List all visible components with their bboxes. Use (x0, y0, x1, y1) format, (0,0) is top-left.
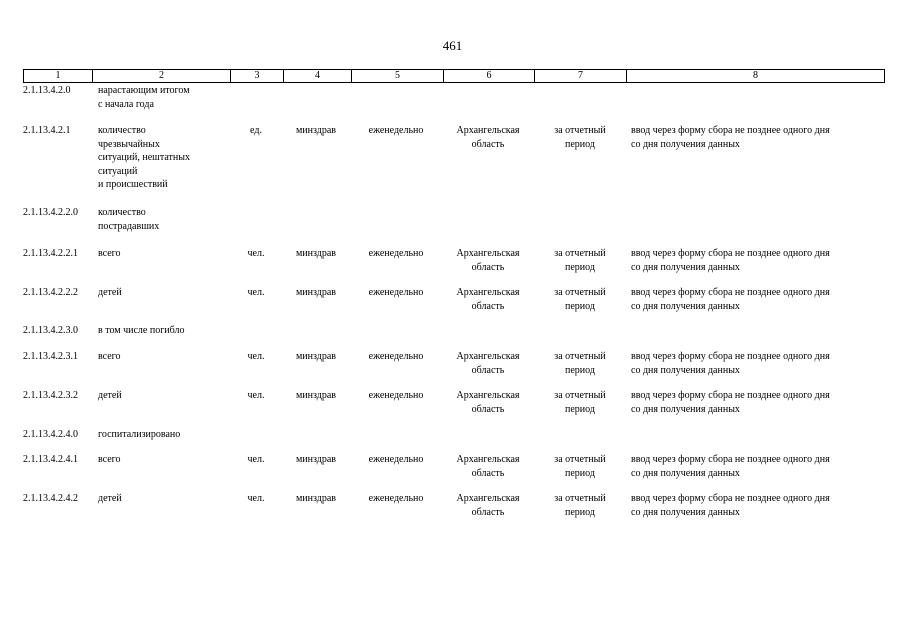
column-header-3: 3 (230, 70, 283, 82)
row-name: детей (98, 390, 122, 401)
row-code: 2.1.13.4.2.3.2 (23, 390, 78, 401)
row-name: всего (98, 248, 121, 259)
row-code: 2.1.13.4.2.3.0 (23, 325, 78, 336)
column-header-1: 1 (55, 70, 61, 81)
row-source: минздрав (295, 390, 337, 401)
row-code: 2.1.13.4.2.2.0 (23, 207, 78, 218)
row-code: 2.1.13.4.2.4.2 (23, 493, 78, 504)
row-method: ввод через форму сбора не позднее одного дня со дня получения данных (631, 390, 830, 415)
row-code: 2.1.13.4.2.0 (23, 85, 71, 96)
row-name: всего (98, 351, 121, 362)
row-method: ввод через форму сбора не позднее одного дня со дня получения данных (631, 454, 830, 479)
row-name: детей (98, 493, 122, 504)
column-header-2: 2 (92, 70, 230, 82)
row-unit: ед. (250, 125, 262, 136)
row-method: ввод через форму сбора не позднее одного дня со дня получения данных (631, 493, 830, 518)
row-code: 2.1.13.4.2.3.1 (23, 351, 78, 362)
row-period: за отчетный период (554, 454, 606, 479)
row-frequency: еженедельно (368, 248, 424, 259)
row-frequency: еженедельно (368, 125, 424, 136)
row-code: 2.1.13.4.2.2.1 (23, 248, 78, 259)
row-source: минздрав (295, 248, 337, 259)
row-region: Архангельская область (456, 351, 520, 376)
row-frequency: еженедельно (368, 287, 424, 298)
row-source: минздрав (295, 287, 337, 298)
row-region: Архангельская область (456, 248, 520, 273)
row-source: минздрав (295, 125, 337, 136)
row-name: детей (98, 287, 122, 298)
row-period: за отчетный период (554, 125, 606, 150)
row-source: минздрав (295, 454, 337, 465)
row-method: ввод через форму сбора не позднее одного дня со дня получения данных (631, 248, 830, 273)
row-frequency: еженедельно (368, 493, 424, 504)
column-header-5: 5 (351, 70, 443, 82)
row-code: 2.1.13.4.2.2.2 (23, 287, 78, 298)
column-header-8: 8 (626, 70, 884, 82)
row-region: Архангельская область (456, 493, 520, 518)
row-name: количество чрезвычайных ситуаций, нештатных ситуаций и происшествий (98, 125, 190, 190)
row-unit: чел. (247, 287, 265, 298)
row-unit: чел. (247, 351, 265, 362)
page-number: 461 (442, 38, 463, 53)
row-region: Архангельская область (456, 125, 520, 150)
column-header-4: 4 (283, 70, 351, 82)
row-region: Архангельская область (456, 287, 520, 312)
row-unit: чел. (247, 454, 265, 465)
row-method: ввод через форму сбора не позднее одного дня со дня получения данных (631, 287, 830, 312)
row-code: 2.1.13.4.2.4.0 (23, 429, 78, 440)
row-frequency: еженедельно (368, 351, 424, 362)
column-header-7: 7 (534, 70, 626, 82)
row-region: Архангельская область (456, 390, 520, 415)
row-method: ввод через форму сбора не позднее одного дня со дня получения данных (631, 125, 830, 150)
row-frequency: еженедельно (368, 390, 424, 401)
table-header (23, 69, 885, 83)
row-source: минздрав (295, 493, 337, 504)
row-region: Архангельская область (456, 454, 520, 479)
row-code: 2.1.13.4.2.1 (23, 125, 71, 136)
row-name: в том числе погибло (98, 325, 185, 336)
row-method: ввод через форму сбора не позднее одного дня со дня получения данных (631, 351, 830, 376)
row-name: госпитализировано (98, 429, 181, 440)
row-period: за отчетный период (554, 287, 606, 312)
row-period: за отчетный период (554, 351, 606, 376)
row-period: за отчетный период (554, 248, 606, 273)
row-unit: чел. (247, 390, 265, 401)
row-unit: чел. (247, 493, 265, 504)
column-header-6: 6 (443, 70, 534, 82)
row-name: всего (98, 454, 121, 465)
row-source: минздрав (295, 351, 337, 362)
row-period: за отчетный период (554, 390, 606, 415)
row-frequency: еженедельно (368, 454, 424, 465)
row-name: нарастающим итогом с начала года (98, 85, 190, 110)
row-unit: чел. (247, 248, 265, 259)
row-code: 2.1.13.4.2.4.1 (23, 454, 78, 465)
row-name: количество пострадавших (98, 207, 160, 232)
row-period: за отчетный период (554, 493, 606, 518)
